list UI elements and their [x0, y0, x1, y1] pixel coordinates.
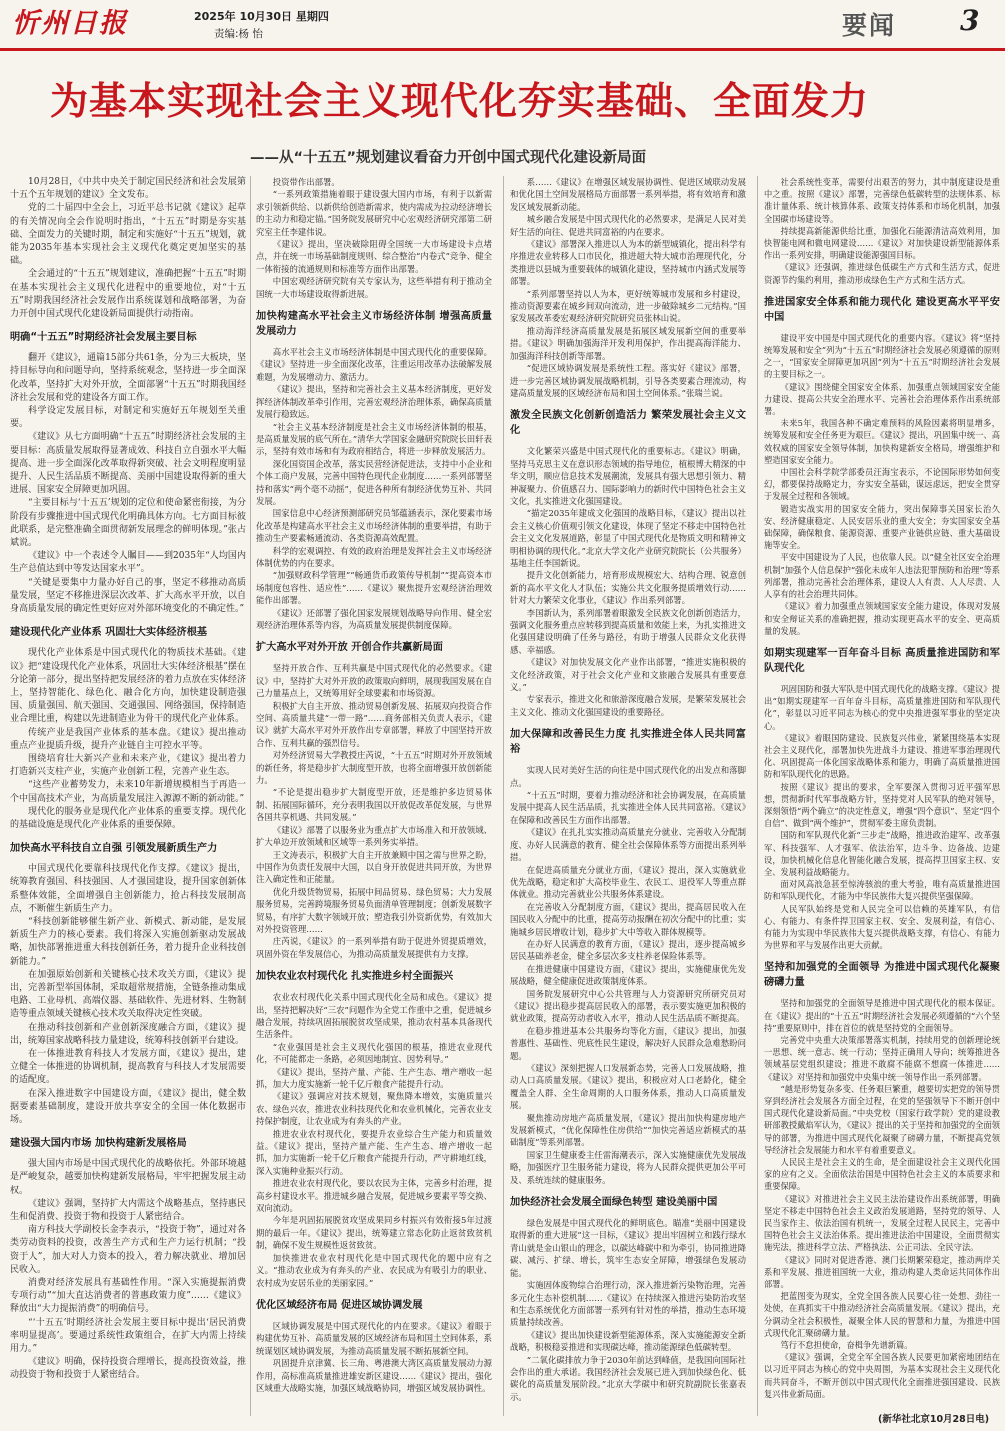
body-paragraph: 未来5年，我国各种不确定难预料的风险因素将明显增多，统筹发展和安全任务更为艰巨。《建议》提出，巩固集中统一、高效权威的国家安全领导体制，加快构建新安全格局，增强维护和塑造国家安全能力。 [764, 418, 1000, 465]
article-title: 为基本实现社会主义现代化夯实基础、全面发力 [50, 79, 870, 123]
body-paragraph: 在办好人民满意的教育方面，《建议》提出，逐步提高城乡居民基础养老金，健全多层次多支柱养老保险体系等。 [510, 938, 746, 962]
body-paragraph: 中国宏观经济研究院有关专家认为，这些举措有利于推动全国统一大市场建设取得新进展。 [256, 276, 492, 299]
body-paragraph: 推进农业农村现代化，要以农民为主体，完善乡村治理，提高乡村建设水平。推进城乡融合发展，促进城乡要素平等交换、双向流动。 [256, 1178, 492, 1214]
body-paragraph: 实施固体废物综合治理行动，深入推进新污染物治理，完善多元化生态补偿机制……《建议》在持续深入推进污染防治攻坚和生态系统优化方面部署一系列有针对性的举措，推动生态环境质量持续改善。 [510, 1280, 746, 1328]
masthead [0, 0, 1005, 50]
body-paragraph: 人民军队始终是党和人民完全可以信赖的英雄军队，有信心、有能力、有条件捍卫国家主权、安全、发展利益，有信心、有能力为实现中华民族伟大复兴提供战略支撑，有信心、有能力为世界和平与发展作出更大贡献。 [764, 903, 1000, 951]
section-heading: 加快高水平科技自立自强 引领发展新质生产力 [10, 843, 218, 855]
body-paragraph: “主要目标与‘十五五’规划的定位和使命紧密衔接，为分阶段有步骤推进中国式现代化明确具体方向。七方面目标彼此联系，是完整准确全面贯彻新发展理念的鲜明体现。”张占斌说。 [10, 498, 246, 549]
body-paragraph: 优化升级货物贸易，拓展中间品贸易、绿色贸易；大力发展服务贸易，完善跨境服务贸易负面清单管理制度；创新发展数字贸易，有序扩大数字领域开放；塑造我引外资新优势，有效加大对外投资管理…… [256, 886, 492, 934]
section-heading: 加快构建高水平社会主义市场经济体制 增强高质量发展动力 [256, 311, 492, 338]
page-editor: 责编:杨 怡 [214, 28, 263, 40]
article-column-1 [10, 176, 246, 1383]
body-paragraph: 对外经济贸易大学教授庄芮说，“十五五”时期对外开放领域的新任务，将是稳步扩大制度型开放，也将全面增强开放创新能力。 [256, 750, 492, 786]
article-column-2 [256, 176, 492, 1394]
body-paragraph: “二氧化碳排放力争于2030年前达到峰值，是我国向国际社会作出的重大承诺。我国经济社会发展已进入到加快绿色化、低碳化的高质量发展阶段。”北京大学碳中和研究院副院长张嘉表示。 [510, 1354, 746, 1402]
body-paragraph: 围绕培育壮大新兴产业和未来产业，《建议》提出着力打造新兴支柱产业，实施产业创新工程，完善产业生态。 [10, 753, 246, 778]
section-heading: 激发全民族文化创新创造活力 繁荣发展社会主义文化 [510, 410, 746, 437]
body-paragraph: 《建议》对推进社会主义民主法治建设作出系统部署，明确坚定不移走中国特色社会主义政治发展道路，坚持党的领导、人民当家作主、依法治国有机统一，发展全过程人民民主，完善中国特色社会主义法治体系。提出推进法治中国建设，全面贯彻实施宪法，推进科学立法、严格执法、公正司法、全民守法。 [764, 1193, 1000, 1253]
section-heading: 建设现代化产业体系 巩固壮大实体经济根基 [10, 627, 208, 639]
body-paragraph: 在一体推进教育科技人才发展方面，《建议》提出，建立健全一体推进的协调机制，提高教育与科技人才发展需要的适配度。 [10, 1048, 246, 1086]
issue-date: 2025年 10月30日 星期四 [194, 10, 329, 23]
body-paragraph: 《建议》部署了以服务业为重点扩大市场准入和开放领域、扩大单边开放领域和区域等一系列务实举措。 [256, 824, 492, 848]
article-column-3 [510, 176, 746, 1403]
body-paragraph: 《建议》提出，坚决破除阻碍全国统一大市场建设卡点堵点，并在统一市场基础制度规则、综合整治“内卷式”竞争、健全一体衔接的流通规则和标准等方面作出部署。 [256, 239, 492, 274]
body-paragraph: 《建议》部署深入推进以人为本的新型城镇化，提出科学有序推进农业转移人口市民化，推进超大特大城市治理现代化，分类推进以县城为重要载体的城镇化建设，坚持城市内涵式发展等部署。 [510, 239, 746, 287]
body-paragraph: 《建议》还强调，推进绿色低碳生产方式和生活方式，促进资源节约集约利用，推动形成绿色生产方式和生活方式。 [764, 262, 1000, 285]
body-paragraph: 《建议》强调，全党全军全国各族人民要更加紧密地团结在以习近平同志为核心的党中央周围，为基本实现社会主义现代化而共同奋斗，不断开创以中国式现代化全面推进强国建设、民族复兴伟业新局面。 [764, 1352, 1000, 1399]
body-paragraph: 《建议》强调，坚持扩大内需这个战略基点，坚持惠民生和促消费、投资于物和投资于人紧密结合。 [10, 1198, 246, 1223]
body-paragraph: “不论是提出稳步扩大制度型开放，还是维护多边贸易体制、拓展国际循环，充分表明我国以开放促改革促发展，与世界各国共享机遇、共同发展。” [256, 787, 492, 823]
body-paragraph: 文化繁荣兴盛是中国式现代化的重要标志。《建议》明确，坚持马克思主义在意识形态领域的指导地位，植根博大精深的中华文明，顺应信息技术发展潮流，发展具有强大思想引领力、精神凝聚力、价值感召力、国际影响力的新时代中国特色社会主义文化，扎实推进文化强国建设。 [510, 446, 746, 506]
body-paragraph: 庄芮说，《建议》的一系列举措有助于促进外贸提质增效，巩固外资在华发展信心，为推动高质量发展提供有力支撑。 [256, 936, 492, 959]
body-paragraph: 10月28日，《中共中央关于制定国民经济和社会发展第十五个五年规划的建议》全文发布。 [10, 177, 246, 201]
body-paragraph: 坚持开放合作、互利共赢是中国式现代化的必然要求。《建议》中，坚持扩大对外开放的政策取向鲜明，展现我国发展在自己力量基点上，又统筹用好全球要素和市场资源。 [256, 663, 492, 699]
body-paragraph: 李国新认为，系列部署着眼激发全民族文化创新创造活力，强调文化服务重点应转移到提高质量和效能上来，为扎实推进文化强国建设明确了任务与路径，有助于增强人民群众文化获得感、幸福感。 [510, 607, 746, 655]
body-paragraph: 聚焦推动房地产高质量发展，《建议》提出加快构建房地产发展新模式，“优化保障性住房供给”“加快完善适应新模式的基础制度”等系列部署。 [510, 1112, 746, 1148]
column-divider [503, 176, 504, 1416]
body-paragraph: 国防和军队现代化新“三步走”战略，推进政治建军、改革强军、科技强军、人才强军、依法治军，边斗争、边备战、边建设，加快机械化信息化智能化融合发展，提高捍卫国家主权、安全、发展利益战略能力。 [764, 830, 1000, 877]
body-paragraph: 《建议》明确，保持投资合理增长，提高投资效益，推动投资于物和投资于人紧密结合。 [10, 1357, 246, 1381]
body-paragraph: 社会系统性变革，需要付出艰苦的努力，其中制度建设是重中之重。按照《建议》部署，完善绿色低碳转型的法规体系、标准计量体系、统计核算体系、政策支持体系和市场化机制，加强全国碳市场建设等。 [764, 177, 1000, 224]
body-paragraph: 锻造实战实用的国家安全能力，突出保障事关国家长治久安、经济健康稳定、人民安居乐业的重大安全；夯实国家安全基础保障，确保粮食、能源资源、重要产业链供应链、重大基础设施等安全。 [764, 503, 1000, 551]
body-paragraph: 巩固国防和强大军队是中国式现代化的战略支撑。《建议》提出“如期实现建军一百年奋斗目标，高质量推进国防和军队现代化”，彰显以习近平同志为核心的党中央推进强军事业的坚定决心。 [764, 683, 1000, 731]
body-paragraph: 《建议》提出加快建设新型能源体系，深入实施能源安全新战略，积极稳妥推进和实现碳达峰，推动能源绿色低碳转型。 [510, 1329, 746, 1353]
body-paragraph: “系列部署坚持以人为本，更好统筹城市发展和乡村建设，推动资源要素在城乡间双向流动，进一步破除城乡二元结构。”国家发展改革委宏观经济研究院研究员张林山说。 [510, 288, 746, 324]
body-paragraph: 翻开《建议》，通篇15部分共61条，分为三大板块，坚持目标导向和问题导向，坚持系统观念，坚持进一步全面深化改革，坚持扩大对外开放，全面部署“十五五”时期我国经济社会发展和党的建设各方面工作。 [10, 353, 246, 403]
body-paragraph: 实现人民对美好生活的向往是中国式现代化的出发点和落脚点。 [510, 765, 746, 788]
section-heading: 优化区域经济布局 促进区域协调发展 [256, 1299, 423, 1311]
body-paragraph: 坚持和加强党的全面领导是推进中国式现代化的根本保证。在《建议》提出的“十五五”时期经济社会发展必须遵循的“六个坚持”重要原则中，排在首位的就是坚持党的全面领导。 [764, 998, 1000, 1033]
body-paragraph: “‘十五五’时期经济社会发展主要目标中提出‘居民消费率明显提高’。要通过系统性政策组合，在扩大内需上持续用力。” [10, 1317, 246, 1355]
body-paragraph: 在推动科技创新和产业创新深度融合方面，《建议》提出，统筹国家战略科技力量建设，统筹科技创新平台建设。 [10, 1022, 246, 1046]
section-name: 要闻 [842, 11, 897, 40]
body-paragraph: 全会通过的“十五五”规划建议，准确把握“十五五”时期在基本实现社会主义现代化进程中的重要地位，对“十五五”时期我国经济社会发展作出系统谋划和战略部署，为奋力开创中国式现代化建设新局面提供行动指南。 [10, 269, 246, 320]
body-paragraph: 建设平安中国是中国式现代化的重要内容。《建议》将“坚持统筹发展和安全”列为“十五五”时期经济社会发展必须遵循的原则之一，“国家安全屏障更加巩固”列为“十五五”时期经济社会发展的主要目标之一。 [764, 332, 1000, 380]
body-paragraph: “一系列政策措施着眼于建设强大国内市场，有利于以新需求引领新供给、以新供给创造新需求，使内需成为拉动经济增长的主动力和稳定锚。”国务院发展研究中心宏观经济研究部第二研究室主任李建伟说。 [256, 189, 492, 237]
body-paragraph: 《建议》从七方面明确“十五五”时期经济社会发展的主要目标：高质量发展取得显著成效、科技自立自强水平大幅提高、进一步全面深化改革取得新突破、社会文明程度明显提升、人民生活品质不断提高、美丽中国建设取得新的重大进展、国家安全屏障更加巩固。 [10, 432, 246, 496]
body-paragraph: 提升文化创新能力，培育形成规模宏大、结构合理、锐意创新的高水平文化人才队伍；实施公共文化服务提质增效行动……针对大力繁荣文化事业，《建议》作出系列部署。 [510, 570, 746, 606]
body-paragraph: “农业强国是社会主义现代化强国的根基，推进农业现代化，不可能都走一条路，必须因地制宜、因势利导。” [256, 1041, 492, 1065]
body-paragraph: 绿色发展是中国式现代化的鲜明底色。瞄准“美丽中国建设取得新的重大进展”这一目标，《建议》提出牢固树立和践行绿水青山就是金山银山的理念，以碳达峰碳中和为牵引，协同推进降碳、减污、扩绿、增长，筑牢生态安全屏障，增强绿色发展动能。 [510, 1218, 746, 1278]
body-paragraph: 面对风高浪急甚至惊涛骇浪的重大考验，唯有高质量推进国防和军队现代化，才能为中华民族伟大复兴提供坚强保障。 [764, 879, 1000, 902]
section-heading: 推进国家安全体系和能力现代化 建设更高水平平安中国 [764, 296, 1000, 323]
news-agency-credit: (新华社北京10月28日电) [878, 1414, 990, 1425]
body-paragraph: 推进农业农村现代化，要提升农业综合生产能力和质量效益。《建议》提出，坚持产量产能、生产生态、增产增收一起抓，加力实施新一轮千亿斤粮食产能提升行动，严守耕地红线，深入实施种业振兴行动。 [256, 1128, 492, 1176]
body-paragraph: 《建议》中一个表述令人瞩目——到2035年“人均国内生产总值达到中等发达国家水平”。 [10, 551, 246, 575]
body-paragraph: 现代化的服务业是现代化产业体系的重要支撑。现代化的基础设施是现代化产业体系的重要保障。 [10, 806, 246, 830]
body-paragraph: 加快推进农业农村现代化是中国式现代化的题中应有之义。“推动农业成为有奔头的产业、农民成为有吸引力的职业、农村成为安居乐业的美丽家园。” [256, 1252, 492, 1288]
body-paragraph: 城乡融合发展是中国式现代化的必然要求，是满足人民对美好生活的向往、促进共同富裕的内在要求。 [510, 214, 746, 237]
body-paragraph: 持续提高新能源供给比重，加强化石能源清洁高效利用，加快智能电网和微电网建设……《建议》对加快建设新型能源体系作出一系列安排，明确建设能源强国目标。 [764, 225, 1000, 261]
body-paragraph: “关键是要集中力量办好自己的事，坚定不移推动高质量发展，坚定不移推进深层次改革、扩大高水平开放，以自身高质量发展的确定性更好应对外部环境变化的不确定性。” [10, 577, 246, 615]
body-paragraph: 《建议》在扎扎实实推动高质量充分就业、完善收入分配制度、办好人民满意的教育、健全社会保障体系等方面提出系列举措。 [510, 827, 746, 863]
body-paragraph: 在促进高质量充分就业方面，《建议》提出，深入实施就业优先战略，稳定和扩大高校毕业生、农民工、退役军人等重点群体就业。推动完善就业公共服务体系建设。 [510, 864, 746, 900]
body-paragraph: 中国式现代化要靠科技现代化作支撑。《建议》提出，统筹教育强国、科技强国、人才强国建设，提升国家创新体系整体效能，全面增强自主创新能力，抢占科技发展制高点，不断催生新质生产力。 [10, 864, 246, 914]
body-paragraph: 区域协调发展是中国式现代化的内在要求。《建议》着眼于构建优势互补、高质量发展的区域经济布局和国土空间体系，系统谋划区域协调发展，为推动高质量发展不断拓展新空间。 [256, 1320, 492, 1356]
body-paragraph: 南方科技大学副校长金李表示，“投资于物”，通过对各类劳动资料的投资，改善生产方式和生产力运行机制；“投资于人”，加大对人力资本的投入，着力解决就业、增加居民收入。 [10, 1225, 246, 1275]
body-paragraph: 今年是巩固拓展脱贫攻坚成果同乡村振兴有效衔接5年过渡期的最后一年。《建议》提出，统筹建立常态化防止返贫致贫机制，确保不发生规模性返贫致贫。 [256, 1215, 492, 1251]
body-paragraph: 农业农村现代化关系中国式现代化全局和成色。《建议》提出，坚持把解决好“三农”问题作为全党工作重中之重，促进城乡融合发展，持续巩固拓展脱贫攻坚成果，推动农村基本具备现代生活条件。 [256, 992, 492, 1040]
body-paragraph: 《建议》对加快发展文化产业作出部署，“推进实施积极的文化经济政策，对于社会文化产业和文旅融合发展具有重要意义。” [510, 657, 746, 693]
body-paragraph: “科技创新能够催生新产业、新模式、新动能，是发展新质生产力的核心要素。我们将深入实施创新驱动发展战略，加快部署推进重大科技创新任务，着力提升企业科技创新能力。” [10, 916, 246, 967]
body-paragraph: 积极扩大自主开放、推动贸易创新发展、拓展双向投资合作空间、高质量共建“一带一路”……商务部相关负责人表示，《建议》就扩大高水平对外开放作出专章部署，释放了中国坚持开放合作、互利共赢的强烈信号。 [256, 700, 492, 748]
body-paragraph: 深化国资国企改革，落实民营经济促进法，支持中小企业和个体工商户发展，完善中国特色现代企业制度……一系列部署坚持和落实“两个毫不动摇”，促进各种所有制经济优势互补、共同发展。 [256, 458, 492, 506]
body-paragraph: “促进区域协调发展是系统性工程。落实好《建议》部署，进一步完善区域协调发展战略机制，引导各类要素合理流动，构建高质量发展的区域经济布局和国土空间体系。”张瑞兰说。 [510, 363, 746, 398]
body-paragraph: 把蓝图变为现实，全党全国各族人民要心往一处想、劲往一处使，在真抓实干中推动经济社会高质量发展。《建议》提出，充分调动全社会积极性，凝聚全体人民的智慧和力量，为推进中国式现代化汇聚磅礴力量。 [764, 1291, 1000, 1338]
body-paragraph: 王文涛表示，积极扩大自主开放兼顾中国之需与世界之盼，中国作为负责任发展中大国，以自身开放促进共同开放，为世界注入确定性和正能量。 [256, 849, 492, 885]
body-paragraph: 按照《建议》提出的要求，全军要深入贯彻习近平强军思想，贯彻新时代军事战略方针，坚持党对人民军队的绝对领导，深刻领悟“两个确立”的决定性意义，增强“四个意识”、坚定“四个自信”、做到“两个维护”，贯彻军委主席负责制。 [764, 781, 1000, 829]
body-paragraph: 《建议》还部署了强化国家发展规划战略导向作用、健全宏观经济治理体系等内容，为高质量发展提供制度保障。 [256, 607, 492, 630]
body-paragraph: 《建议》着力加强重点领域国家安全能力建设，体现对发展和安全辩证关系的准确把握，推动实现更高水平的安全、更高质量的发展。 [764, 601, 1000, 636]
body-paragraph: “加强财政科学管理”“畅通货币政策传导机制”“提高资本市场制度包容性、适应性”……《建议》聚焦提升宏观经济治理效能作出部署。 [256, 570, 492, 606]
column-divider [250, 176, 251, 1416]
column-divider [757, 176, 758, 1416]
body-paragraph: 人民民主是社会主义的生命，是全面建设社会主义现代化国家的应有之义。全面依法治国是中国特色社会主义的本质要求和重要保障。 [764, 1157, 1000, 1192]
body-paragraph: 专家表示，推进文化和旅游深度融合发展，是繁荣发展社会主义文化、推动文化强国建设的重要路径。 [510, 694, 746, 717]
body-paragraph: 科学的宏观调控、有效的政府治理是发挥社会主义市场经济体制优势的内在要求。 [256, 545, 492, 568]
body-paragraph: “十五五”时期，要着力推动经济和社会协调发展，在高质量发展中提高人民生活品质，扎实推进全体人民共同富裕。《建议》在保障和改善民生方面作出部署。 [510, 790, 746, 825]
body-paragraph: 在推进健康中国建设方面，《建议》提出，实施健康优先发展战略，健全健康促进政策制度体系。 [510, 963, 746, 987]
body-paragraph: “社会主义基本经济制度是社会主义市场经济体制的根基，是高质量发展的底气所在。”清华大学国家金融研究院院长田轩表示，坚持有效市场和有为政府相结合，将进一步释放发展活力。 [256, 421, 492, 457]
body-paragraph: 在完善收入分配制度方面，《建议》提出，提高居民收入在国民收入分配中的比重，提高劳动报酬在初次分配中的比重；实施城乡居民增收计划，稳步扩大中等收入群体规模等。 [510, 901, 746, 937]
body-paragraph: 笃行不怠担使命，奋楫争先谱新篇。 [780, 1340, 913, 1351]
body-paragraph: 《建议》强调应对技术规划，聚焦降本增效，实施质量兴农、绿色兴农，推进农业科技现代化和农业机械化，完善农业支持保护制度，让农业成为有奔头的产业。 [256, 1091, 492, 1127]
body-paragraph: 《建议》提出，坚持产量、产能、生产生态、增产增收一起抓，加大力度实施新一轮千亿斤粮食产能提升行动。 [256, 1066, 492, 1089]
body-paragraph: 《建议》围绕健全国家安全体系、加强重点领域国家安全能力建设、提高公共安全治理水平、完善社会治理体系作出系统部署。 [764, 381, 1000, 417]
body-paragraph: 在稳步推进基本公共服务均等化方面，《建议》提出，加强普惠性、基础性、兜底性民生建设，解决好人民群众急难愁盼问题。 [510, 1025, 746, 1061]
section-heading: 坚持和加强党的全面领导 为推进中国式现代化凝聚磅礴力量 [764, 962, 1000, 989]
section-heading: 建设强大国内市场 加快构建新发展格局 [10, 1138, 187, 1150]
section-heading: 如期实现建军一百年奋斗目标 高质量推进国防和军队现代化 [764, 647, 1000, 674]
body-paragraph: 《建议》着眼国防建设、民族复兴伟业，紧紧围绕基本实现社会主义现代化，部署加快先进战斗力建设、推进军事治理现代化、巩固提高一体化国家战略体系和能力，明确了高质量推进国防和军队现代化的思路。 [764, 732, 1000, 780]
body-paragraph: “描定2035年建成文化强国的战略目标，《建议》提出以社会主义核心价值观引领文化建设，体现了坚定不移走中国特色社会主义文化发展道路，彰显了中国式现代化是物质文明和精神文明相协调的现代化。”北京大学文化产业研究院院长（公共服务）基地主任李国新说。 [510, 508, 746, 568]
section-heading: 加快经济社会发展全面绿色转型 建设美丽中国 [510, 1197, 718, 1209]
body-paragraph: 在深入推进数字中国建设方面，《建议》提出，健全数据要素基础制度，建设开放共享安全的全国一体化数据市场。 [10, 1088, 246, 1125]
body-paragraph: 巩固提升京津冀、长三角、粤港澳大湾区高质量发展动力源作用，高标准高质量推进雄安新区建设……《建议》提出，强化区域重大战略实施，加强区域战略协同，增强区域发展协调性。 [256, 1358, 492, 1393]
section-heading: 扩大高水平对外开放 开创合作共赢新局面 [256, 642, 443, 654]
section-heading: 加大保障和改善民生力度 扎实推进全体人民共同富裕 [510, 729, 746, 756]
article-subtitle: ——从“十五五”规划建议看奋力开创中国式现代化建设新局面 [250, 150, 647, 166]
article-column-4 [764, 176, 1000, 1400]
body-paragraph: 平安中国建设为了人民，也依靠人民。以“健全社区安全治理机制”加强个人信息保护“强化未成年人违法犯罪预防和治理”等系列部署，推动完善社会治理体系，建设人人有责、人人尽责、人人享有的社会治理共同体。 [764, 552, 1000, 600]
body-paragraph: 推动海洋经济高质量发展是拓展区域发展新空间的重要举措。《建议》明确加强海洋开发利用保护，作出提高海洋能力、加强海洋科技创新等部署。 [510, 325, 746, 361]
body-paragraph: 《建议》深刻把握人口发展新态势，完善人口发展战略，推动人口高质量发展。《建议》提出，积极应对人口老龄化，健全覆盖全人群、全生命周期的人口服务体系，推动人口高质量发展。 [510, 1063, 746, 1111]
body-paragraph: 现代化产业体系是中国式现代化的物质技术基础。《建议》把“建设现代化产业体系，巩固壮大实体经济根基”摆在分论第一部分，提出坚持把发展经济的着力点放在实体经济上，坚持智能化、绿色化、融合化方向，加快建设制造强国、质量强国、航天强国、交通强国、网络强国，保持制造业合理比重，构建以先进制造业为骨干的现代化产业体系。 [10, 648, 246, 725]
body-paragraph: 国务院发展研究中心公共管理与人力资源研究所研究员对《建议》提出稳步提高居民收入的部署，表示要实施更加积极的就业政策，提高劳动者收入水平，推动人民生活品质不断提高。 [510, 988, 746, 1024]
section-heading: 加快农业农村现代化 扎实推进乡村全面振兴 [256, 971, 454, 983]
body-paragraph: “这些产业蓄势发力，未来10年新增规模相当于再造一个中国高技术产业，为高质量发展注入源源不断的新动能。” [10, 780, 246, 804]
body-paragraph: 强大国内市场是中国式现代化的战略依托。外部环境越是严峻复杂，越要加快构建新发展格局，牢牢把握发展主动权。 [10, 1159, 246, 1196]
body-paragraph: 《建议》提出，坚持和完善社会主义基本经济制度，更好发挥经济体制改革牵引作用，完善宏观经济治理体系，确保高质量发展行稳致远。 [256, 384, 492, 420]
page-number: 3 [960, 4, 980, 37]
body-paragraph: 中国社会科学院学部委员汪海宝表示，不论国际形势如何变幻，都要保持战略定力，夯实安全基础，谋远虑远，把安全贯穿于发展全过程和各领域。 [764, 467, 1000, 502]
body-paragraph: 高水平社会主义市场经济体制是中国式现代化的重要保障。《建议》坚持进一步全面深化改革，注重运用改革办法破解发展难题，为发展增动力、激活力。 [256, 347, 492, 382]
body-paragraph: 《建议》同时对促进香港、澳门长期繁荣稳定，推动两岸关系和平发展、推进祖国统一大业，推动构建人类命运共同体作出部署。 [764, 1254, 1000, 1290]
body-paragraph: 国家信息中心经济预测部研究员邹蕴涵表示，深化要素市场化改革是构建高水平社会主义市场经济体制的重要举措，有助于推动生产要素畅通流动、各类资源高效配置。 [256, 508, 492, 544]
body-paragraph: “越是形势复杂多变、任务艰巨繁重，越要切实把党的领导贯穿到经济社会发展各方面全过程，在党的坚强领导下不断开创中国式现代化建设新局面。”中央党校（国家行政学院）党的建设教研部教授戴焰军认为，《建议》提出的关于坚持和加强党的全面领导的部署，为推进中国式现代化凝聚了磅礴力量，不断提高党领导经济社会发展能力和水平有着重要意义。 [764, 1083, 1000, 1155]
section-heading: 明确“十五五”时期经济社会发展主要目标 [10, 332, 197, 344]
body-paragraph: 在加强原始创新和关键核心技术攻关方面，《建议》提出，完善新型举国体制，采取超常规措施，全链条推动集成电路、工业母机、高端仪器、基础软件、先进材料、生物制造等重点领域关键核心技术攻关取得决定性突破。 [10, 969, 246, 1020]
body-paragraph: 消费对经济发展具有基础性作用。“深入实施提振消费专项行动”“加大直达消费者的普惠政策力度”……《建议》释放出“大力提振消费”的明确信号。 [10, 1278, 246, 1315]
body-paragraph: 科学设定发展目标，对制定和实施好五年规划至关重要。 [10, 406, 246, 430]
body-paragraph: 系……《建议》在增强区域发展协调性、促进区域联动发展和优化国土空间发展格局方面部署一系列举措，将有效培育和激发区域发展新动能。 [510, 177, 746, 212]
body-paragraph: 投资带作出部署。 [272, 177, 340, 187]
newspaper-logo: 忻州日报 [12, 8, 128, 39]
body-paragraph: 国家卫生健康委主任雷海潮表示，深入实施健康优先发展战略，加强医疗卫生服务能力建设，将为人民群众提供更加公平可及、系统连续的健康服务。 [510, 1149, 746, 1185]
body-paragraph: 传统产业是我国产业体系的基本盘。《建议》提出推动重点产业提质升级，提升产业链自主可控水平等。 [10, 727, 246, 751]
masthead-divider [0, 48, 1005, 51]
body-paragraph: 党的二十届四中全会上，习近平总书记就《建议》起草的有关情况向全会作说明时指出，“十五五”时期是夯实基础、全面发力的关键时期，制定和实施好“十五五”规划，就能为2035年基本实现社会主义现代化奠定更加坚实的基础。 [10, 203, 246, 267]
body-paragraph: 完善党中央重大决策部署落实机制，持续用党的创新理论统一思想、统一意志、统一行动；坚持正确用人导向；统筹推进各领域基层党组织建设；推进不敢腐不能腐不想腐一体推进……《建议》对坚持和加强党中央集中统一领导作出一系列部署。 [764, 1034, 1000, 1082]
